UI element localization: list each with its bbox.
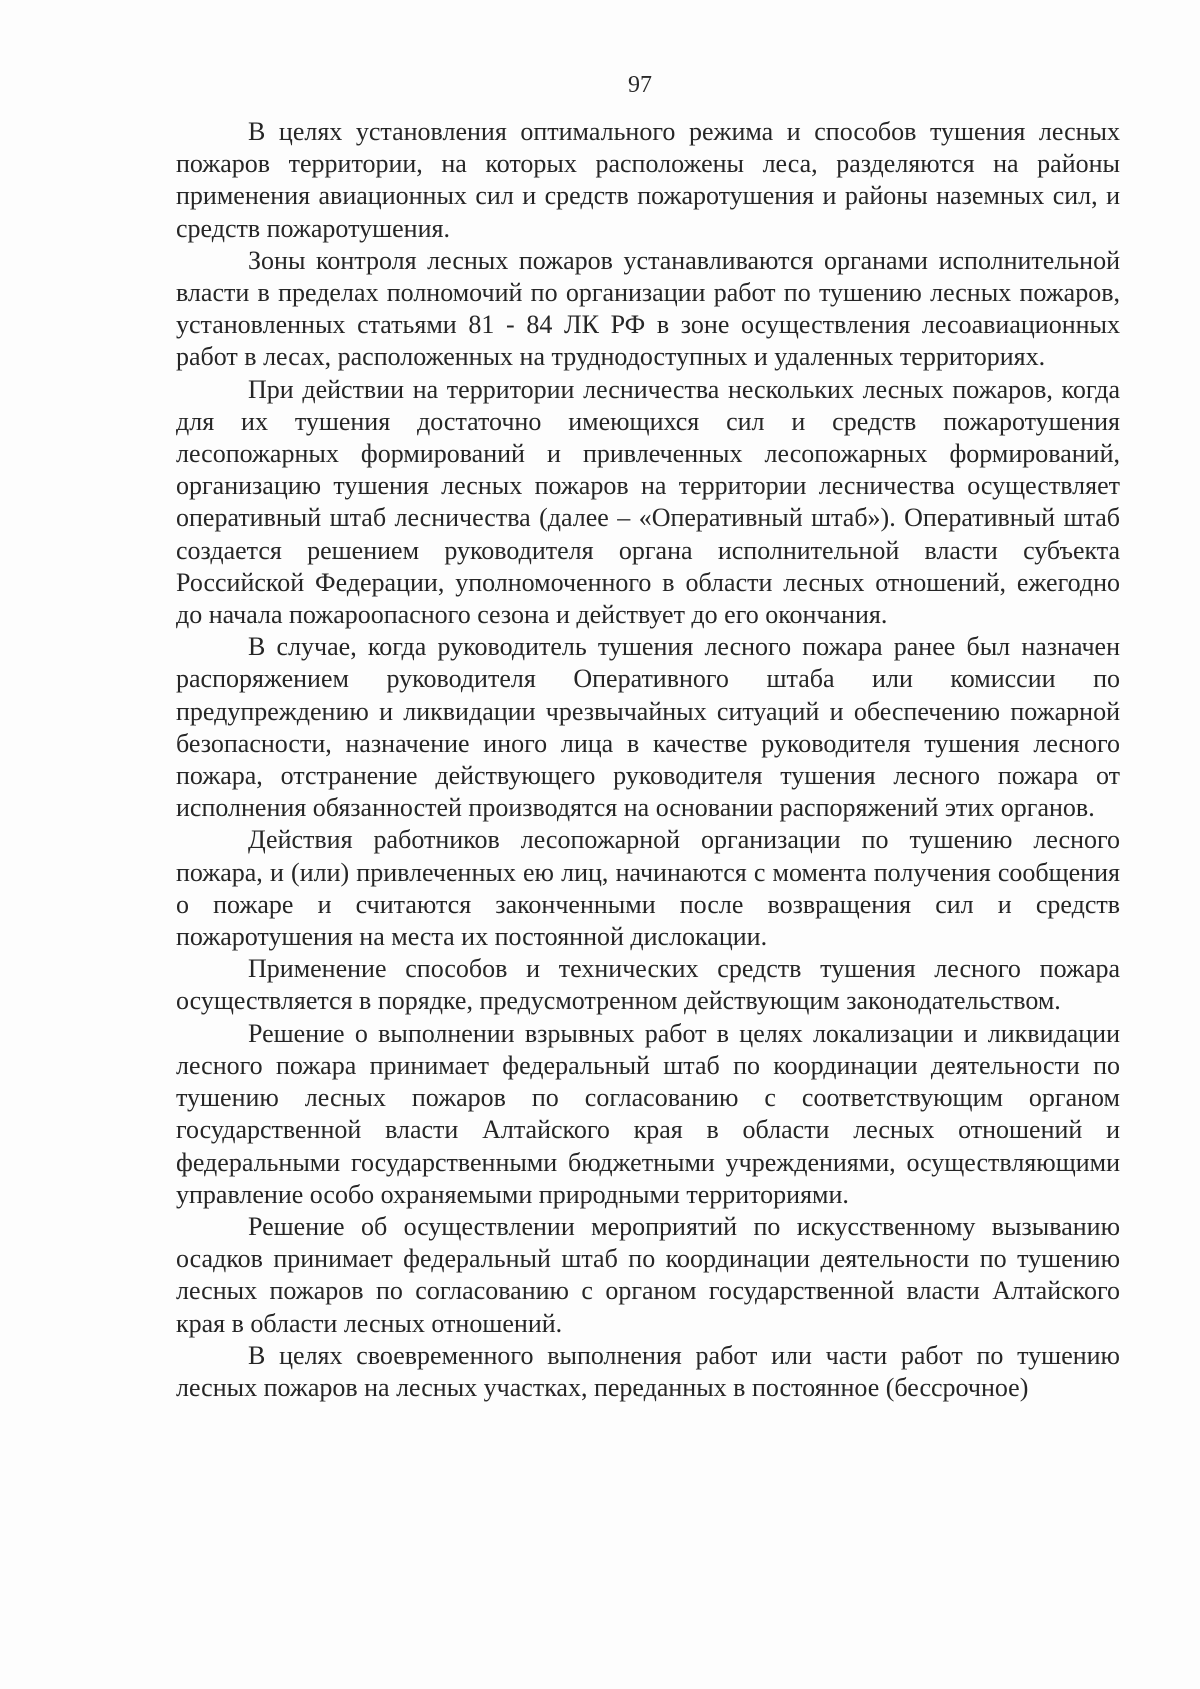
paragraph-control-zones: Зоны контроля лесных пожаров устанавливаются органами исполнительной власти в пределах полномочий по организации работ по тушению лесных пожаров, установленных статьями 81 - 84 ЛК РФ в зоне осуществления лесоавиационных работ в лесах, расположенных на труднодоступных и удаленных территориях.	[176, 245, 1120, 372]
paragraph-methods: Применение способов и технических средств тушения лесного пожара осуществляется в порядке, предусмотренном действующим законодательством.	[176, 954, 1120, 1016]
paragraph-worker-actions: Действия работников лесопожарной организации по тушению лесного пожара, и (или) привлеченных ею лиц, начинаются с момента получения сообщения о пожаре и считаются законченными после возвращения сил и средств пожаротушения на места их постоянной дислокации.	[176, 825, 1120, 952]
paragraph-zoning: В целях установления оптимального режима и способов тушения лесных пожаров территории, на которых расположены леса, разделяются на районы применения авиационных сил и средств пожаротушения и районы наземных сил, и средств пожаротушения.	[176, 117, 1120, 243]
paragraph-artificial-precipitation: Решение об осуществлении мероприятий по искусственному вызыванию осадков принимает федеральный штаб по координации деятельности по тушению лесных пожаров по согласованию с органом государственной власти Алтайского края в области лесных отношений.	[176, 1211, 1120, 1338]
paragraph-fire-chief-appointment: В случае, когда руководитель тушения лесного пожара ранее был назначен распоряжением руководителя Оперативного штаба или комиссии по предупреждению и ликвидации чрезвычайных ситуаций и обеспечению пожарной безопасности, назначение иного лица в качестве руководителя тушения лесного пожара, отстранение действующего руководителя тушения лесного пожара от исполнения обязанностей производятся на основании распоряжений этих органов.	[176, 632, 1120, 823]
paragraph-blasting: Решение о выполнении взрывных работ в целях локализации и ликвидации лесного пожара принимает федеральный штаб по координации деятельности по тушению лесных пожаров по согласованию с соответствующим органом государственной власти Алтайского края в области лесных отношений и федеральными государственными бюджетными учреждениями, осуществляющими управление особо охраняемыми природными территориями.	[176, 1018, 1120, 1209]
paragraph-timely-works: В целях своевременного выполнения работ или части работ по тушению лесных пожаров на лесных участках, переданных в постоянное (бессрочное)	[176, 1340, 1120, 1402]
document-body	[176, 116, 1120, 1404]
page-number: 97	[628, 72, 652, 98]
paragraph-operational-hq: При действии на территории лесничества нескольких лесных пожаров, когда для их тушения достаточно имеющихся сил и средств пожаротушения лесопожарных формирований и привлеченных лесопожарных формирований, организацию тушения лесных пожаров на территории лесничества осуществляет оперативный штаб лесничества (далее – «Оперативный штаб»). Оперативный штаб создается решением руководителя органа исполнительной власти субъекта Российской Федерации, уполномоченного в области лесных отношений, ежегодно до начала пожароопасного сезона и действует до его окончания.	[176, 374, 1120, 630]
